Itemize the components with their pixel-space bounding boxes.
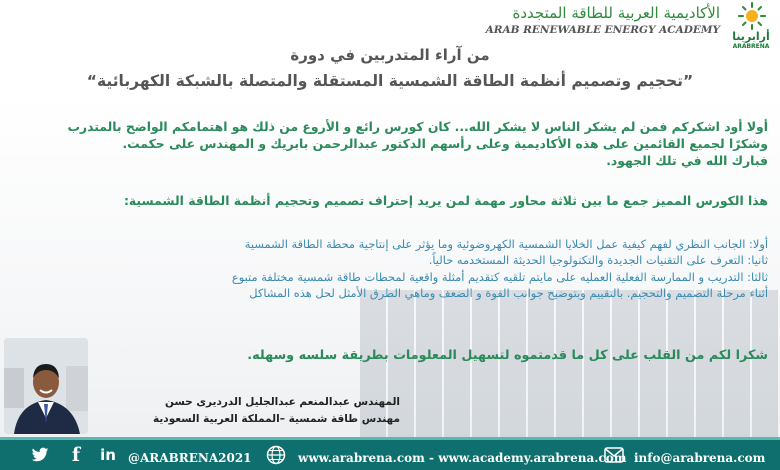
- website-links[interactable]: www.arabrena.com - www.academy.arabrena.com: [298, 451, 627, 465]
- intro-paragraph: [8, 118, 768, 169]
- intro-line: فبارك الله في تلك الجهود.: [606, 153, 768, 168]
- trainee-photo: [4, 338, 88, 434]
- thanks-text: شكرا لكم من القلب على كل ما قدمتموه لتسهيل المعلومات بطريقة سلسه وسهله.: [247, 348, 768, 363]
- intro-line: أولا أود اشكركم فمن لم يشكر الناس لا يشكر الله... كان كورس رائع و الأروع من ذلك هو اهتمامكم الواضح بالمتدرب: [67, 119, 768, 134]
- list-item: أثناء مرحلة التصميم والتحجيم. بالتقييم وبتوضيح جوانب القوة و الضعف وماهي الطرق الأمثل لحل هذه المشاكل: [249, 285, 768, 300]
- signature-role: مهندس طاقة شمسية –المملكة العربية السعودية: [153, 413, 400, 425]
- email-icon: [604, 445, 624, 465]
- summary-heading: هذا الكورس المميز جمع ما بين ثلاثة محاور مهمة لمن يريد إحتراف تصميم وتحجيم أنظمة الطاقة الشمسية:: [123, 193, 768, 208]
- page-title-line1: من آراء المتدربين في دورة: [290, 46, 490, 64]
- page-title-line2: ”تحجيم وتصميم أنظمة الطاقة الشمسية المستقلة والمتصلة بالشبكة الكهربائية“: [86, 72, 694, 90]
- list-item: أولا: الجانب النظري لفهم كيفية عمل الخلايا الشمسية الكهروضوئية وما يؤثر على إنتاجية محطة الطاقة الشمسية: [244, 237, 768, 251]
- email-address[interactable]: info@arabrena.com: [634, 451, 766, 465]
- social-handle[interactable]: @ARABRENA2021: [128, 451, 252, 465]
- logo-english-text: ARABRENA: [732, 43, 770, 50]
- list-item: ثالثا: التدريب و الممارسة الفعلية العمليه على مايتم تلقيه كتقديم أمثلة واقعية لمحطات طاقة شمسية مختلفة متبوع: [231, 269, 768, 284]
- solar-panels-background: [360, 290, 780, 440]
- intro-line: وشكرًا لجميع القائمين على هذه الأكاديمية وعلى رأسهم الدكتور عبدالرحمن بابريك و المهندس على حكمت.: [122, 136, 768, 151]
- points-list: [8, 236, 768, 301]
- globe-icon: [266, 445, 286, 465]
- linkedin-icon[interactable]: in: [100, 446, 116, 464]
- academy-name-english: ARAB RENEWABLE ENERGY ACADEMY: [485, 24, 720, 36]
- logo-arabic-text: أرابرينا: [732, 30, 770, 43]
- list-item: ثانيا: التعرف على التقنيات الجديدة والتكنولوجيا الحديثة المستخدمه حالياً.: [428, 253, 768, 268]
- twitter-icon[interactable]: [30, 445, 50, 465]
- academy-name-arabic: الأكاديمية العربية للطاقة المتجددة: [512, 4, 720, 22]
- signature-name: المهندس عبدالمنعم عبدالجليل الدرديرى حسن: [165, 396, 400, 408]
- facebook-icon[interactable]: f: [71, 444, 81, 466]
